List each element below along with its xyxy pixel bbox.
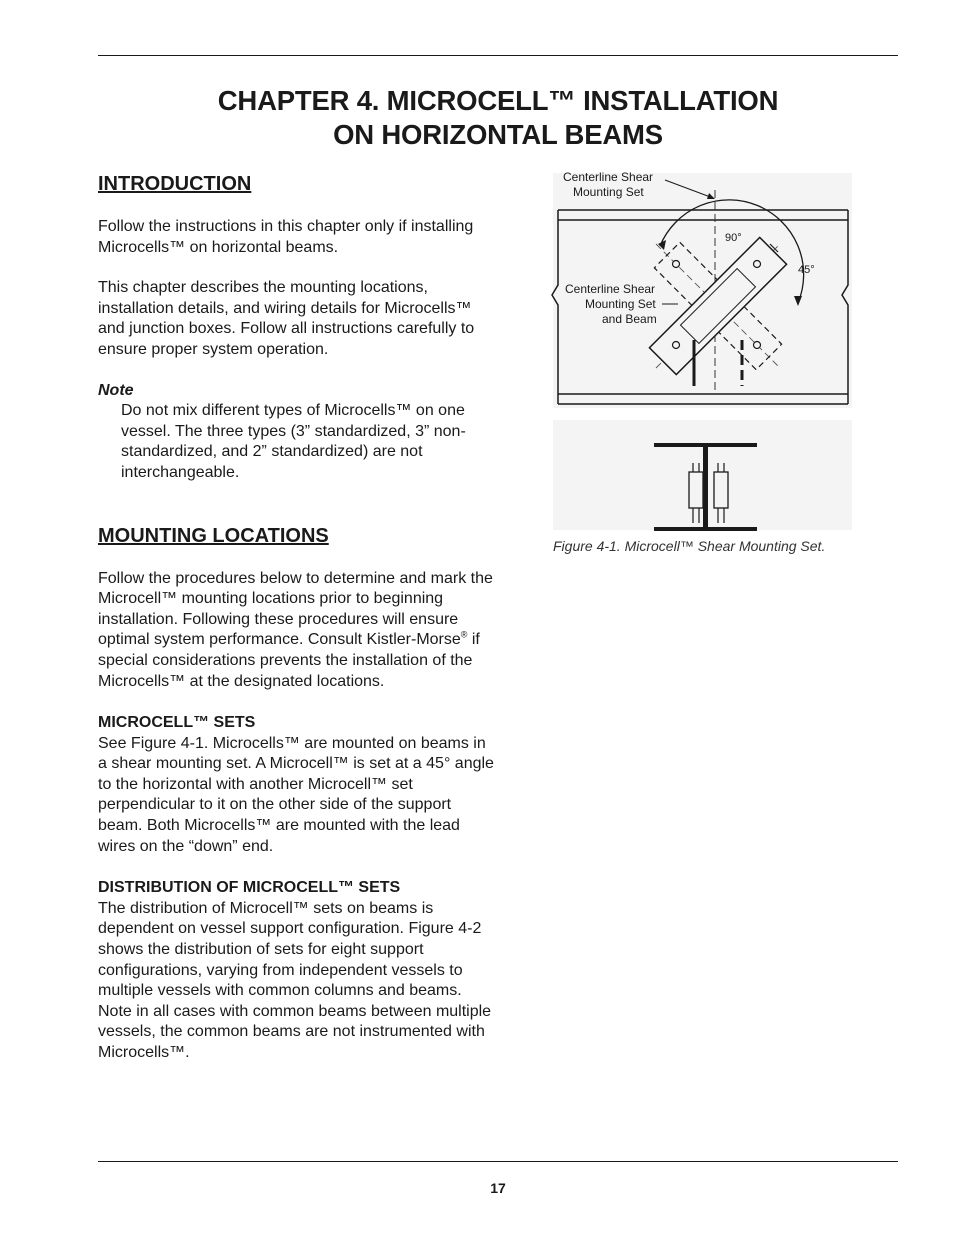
intro-paragraph-2: This chapter describes the mounting locations, installation details, and wiring details for Microcells™ and junction boxes. Follow all instructions carefully to ensure proper system operation. [98,279,475,358]
figure-caption: Figure 4-1. Microcell™ Shear Mounting Set. [553,538,826,554]
distribution-heading: DISTRIBUTION OF MICROCELL™ SETS [98,879,401,897]
mounting-paragraph-text-1: Follow the procedures below to determine and mark the Microcell™ mounting locations prior to beginning installation. Following these procedures will ensure optimal system performance. Consult Kistler-Morse [98,569,493,649]
mounting-paragraph-text-2: if special considerations prevents the installation of the Microcells™ at the designated locations. [98,631,480,690]
page-number: 17 [490,1180,506,1196]
chapter-title-line-2: ON HORIZONTAL BEAMS [333,119,663,150]
label-side-line-1: Centerline Shear [565,282,656,296]
top-rule [98,55,898,56]
note-text: Do not mix different types of Microcells™ on one vessel. The three types (3” standardized, 3” non-standardized, and 2” standardized) are not interchangeable. [121,402,466,481]
microcell-sets-text: See Figure 4-1. Microcells™ are mounted on beams in a shear mounting set. A Microcell™ is set at a 45° angle to the horizontal with another Microcell™ set perpendicular to it on the other side of the support beam. Both Microcells™ are mounted with the lead wires on the “down” end. [98,734,494,855]
label-side-line-3: and Beam [602,312,657,326]
mounting-paragraph [98,569,498,693]
microcell-sets-heading: MICROCELL™ SETS [98,714,256,732]
label-side-line-2: Mounting Set [585,297,656,311]
label-top-line-2: Mounting Set [573,185,644,199]
note-label: Note [98,381,134,399]
bottom-rule [98,1161,898,1162]
chapter-title [98,84,898,152]
label-top-line-1: Centerline Shear [563,170,654,184]
figure-4-1 [548,168,858,538]
main-column [98,170,498,1064]
distribution-text: The distribution of Microcell™ sets on beams is dependent on vessel support configuration. Figure 4-2 shows the distribution of sets for eight support configurations, varying from independent vessels to multiple vessels with common columns and beams. Note in all cases with common beams between multiple vessels, the common beams are not instrumented with Microcells™. [98,899,492,1061]
angle-90-label: 90° [725,232,742,244]
angle-45-label: 45° [798,264,815,276]
introduction-heading: INTRODUCTION [98,173,252,195]
intro-paragraph-1: Follow the instructions in this chapter only if installing Microcells™ on horizontal beams. [98,218,474,256]
registered-mark: ® [460,629,468,640]
mounting-locations-heading: MOUNTING LOCATIONS [98,524,329,547]
shear-mounting-set-diagram [548,168,858,533]
chapter-title-line-1: CHAPTER 4. MICROCELL™ INSTALLATION [217,85,779,116]
